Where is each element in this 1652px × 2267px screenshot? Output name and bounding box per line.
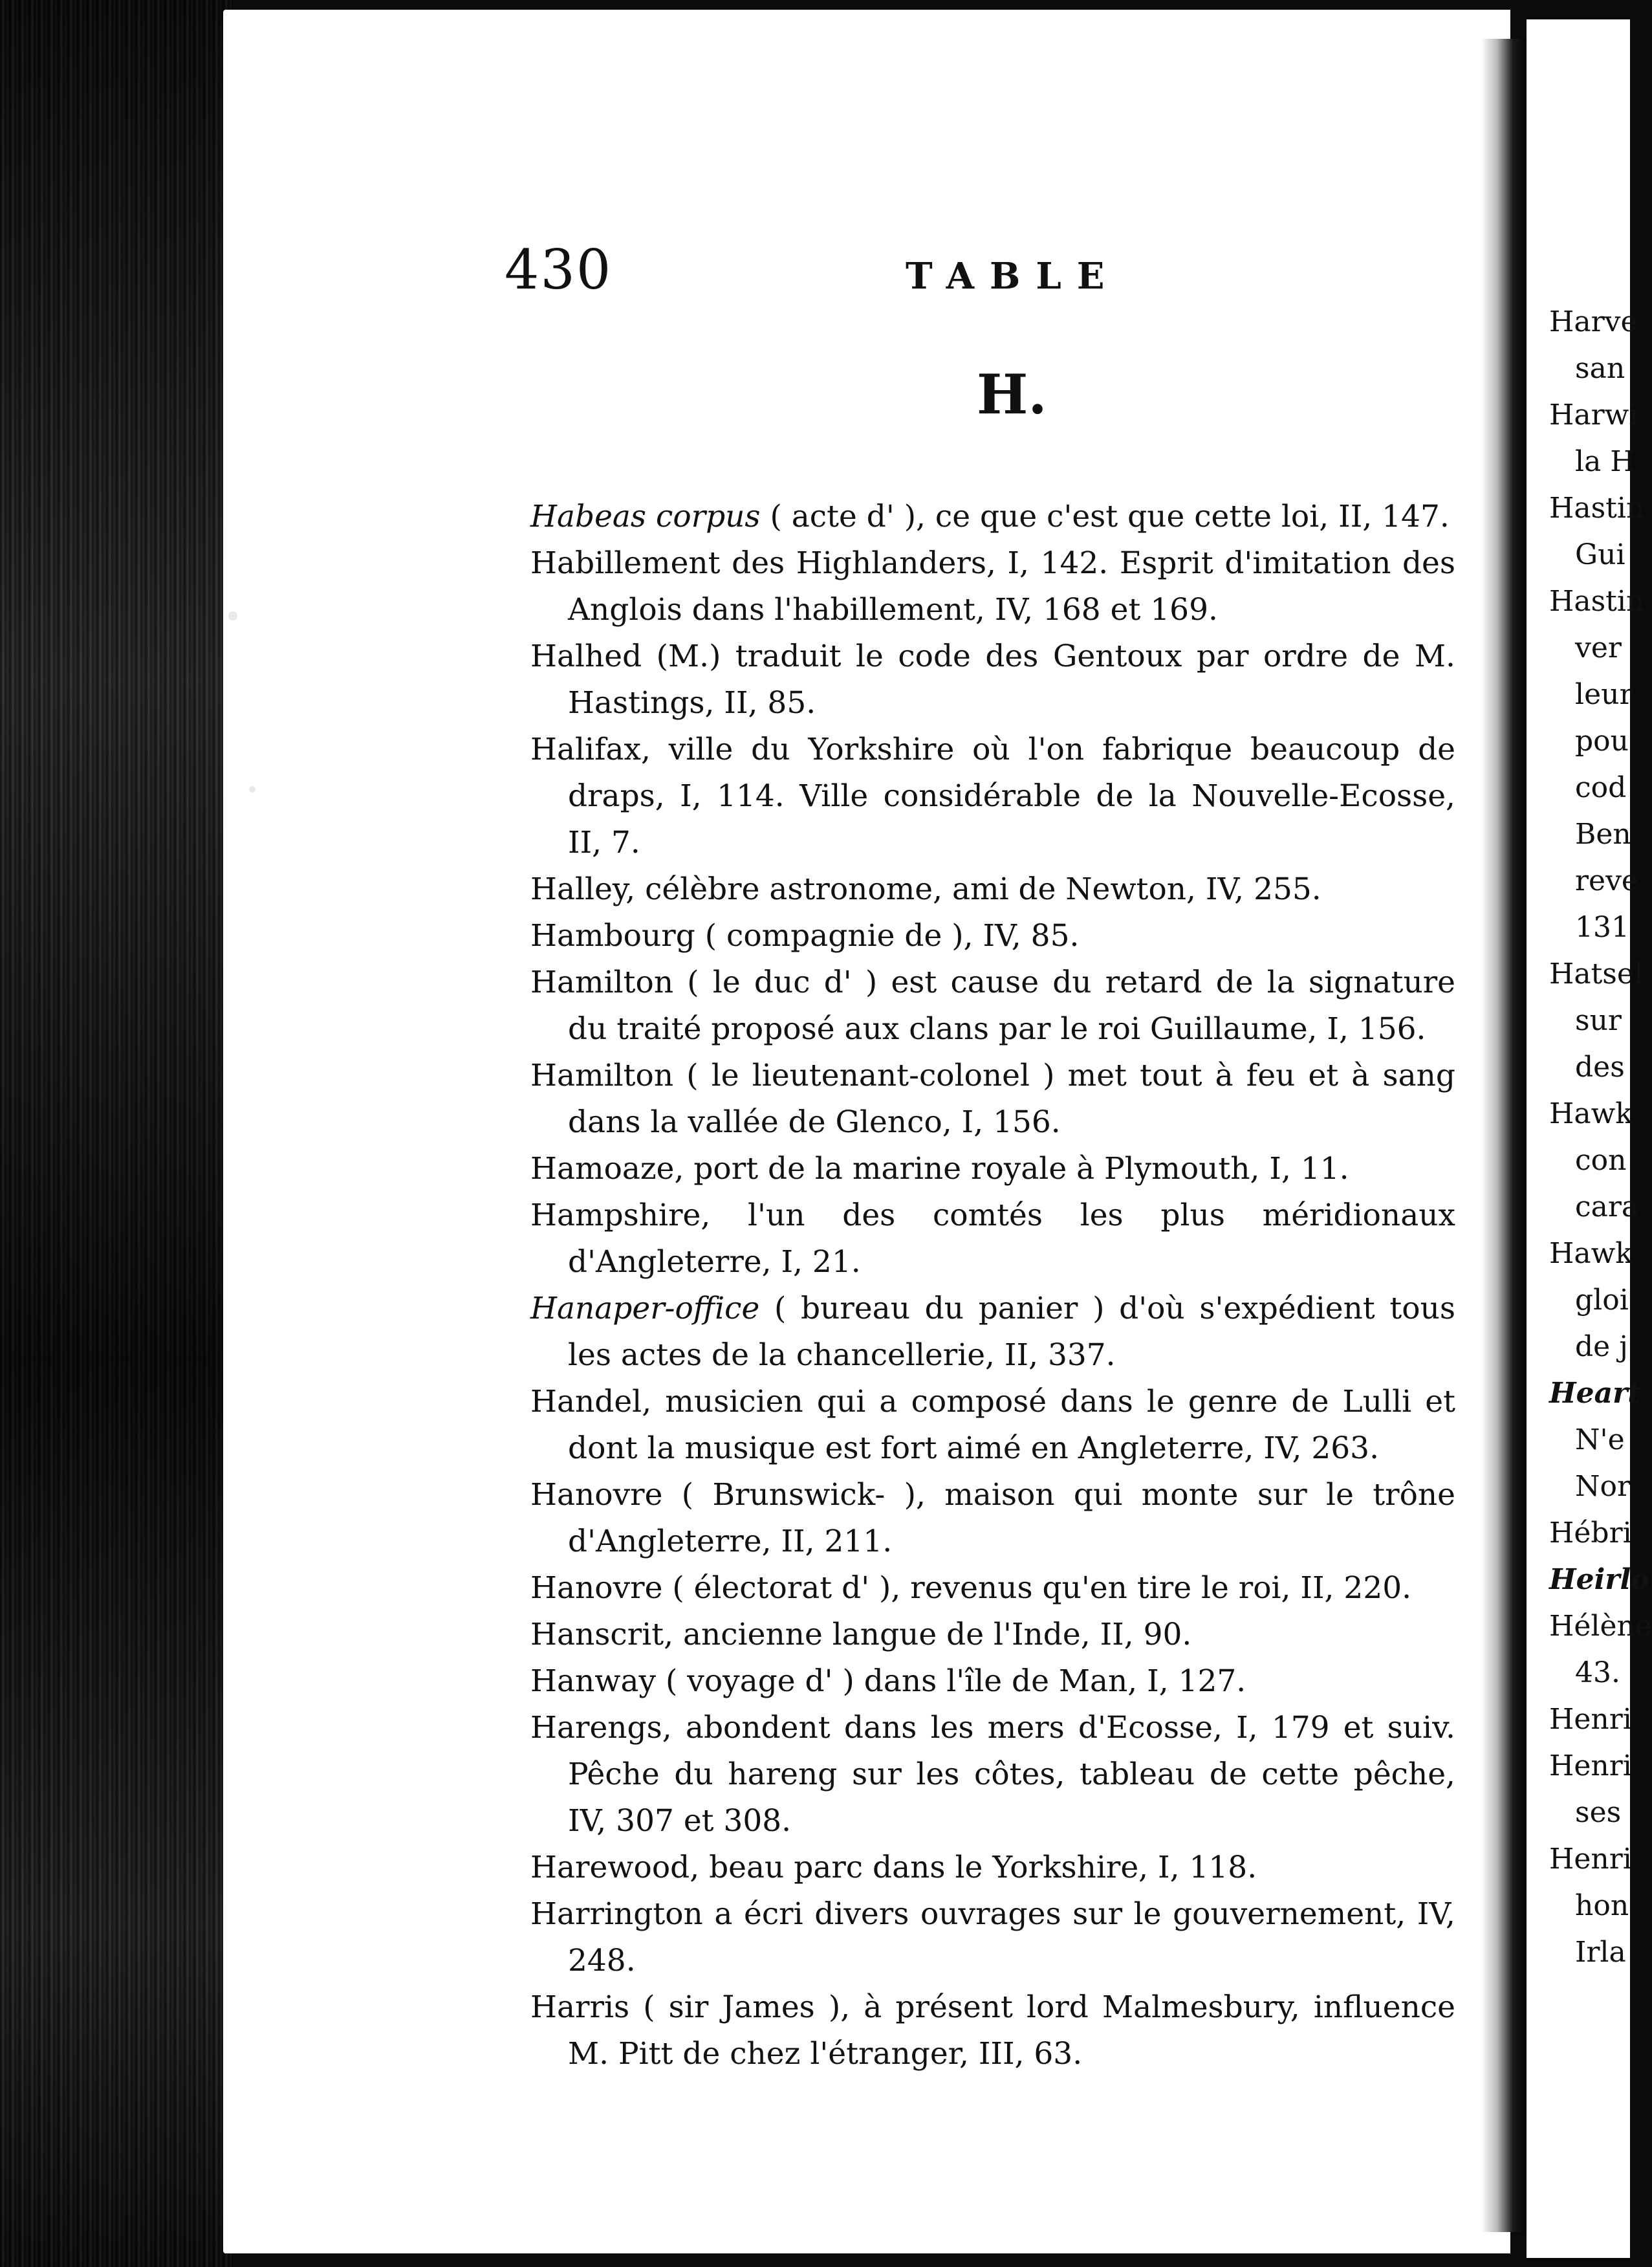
index-entry-text: Hamoaze, port de la marine royale à Plymouth, I, 11.: [530, 1151, 1349, 1187]
facing-page-line: Hatsel: [1549, 958, 1643, 991]
facing-page-line: Hastin: [1549, 492, 1645, 525]
index-entry-text: Harris ( sir James ), à présent lord Malmesbury, influence M. Pitt de chez l'étranger, III, 63.: [530, 1989, 1455, 2072]
facing-page-line: Hastin: [1549, 585, 1645, 618]
index-entry-text: ( acte d' ), ce que c'est que cette loi, II, 147.: [760, 499, 1450, 534]
index-entry: [530, 913, 1455, 959]
facing-page-line: 43.: [1575, 1656, 1620, 1689]
index-entry-text: Habillement des Highlanders, I, 142. Esprit d'imitation des Anglois dans l'habillement, IV, 168 et 169.: [530, 545, 1455, 628]
facing-page-line: Henri: [1549, 1703, 1632, 1736]
running-head: TABLE: [906, 255, 1120, 298]
facing-page-line: la H: [1575, 445, 1635, 478]
index-entry: [530, 1472, 1455, 1565]
facing-page-line: Hélène: [1549, 1610, 1652, 1643]
facing-page-line: ses: [1575, 1796, 1622, 1829]
index-entry: [530, 1286, 1455, 1379]
margin-speck: [228, 611, 237, 620]
facing-page-line: Harwi: [1549, 399, 1638, 432]
facing-page-line: con: [1575, 1144, 1627, 1177]
index-entry: [530, 1705, 1455, 1845]
facing-page-line: Harve: [1549, 305, 1638, 338]
facing-page-line: ver: [1575, 631, 1622, 664]
facing-page-line: Heart: [1549, 1377, 1641, 1410]
facing-page-line: N'e: [1575, 1423, 1625, 1456]
index-entry: [530, 633, 1455, 727]
facing-page-line: reve: [1575, 864, 1638, 897]
index-entry-text: Hamilton ( le lieutenant-colonel ) met tout à feu et à sang dans la vallée de Glenco, I, 156.: [530, 1058, 1455, 1140]
index-entry-text: ( bureau du panier ) d'où s'expédient tous les actes de la chancellerie, II, 337.: [568, 1291, 1455, 1373]
index-entry-text: Halley, célèbre astronome, ami de Newton, IV, 255.: [530, 871, 1321, 907]
facing-page-line: Hawk: [1549, 1237, 1633, 1270]
facing-page-line: pou: [1575, 725, 1629, 758]
page-number: 430: [505, 238, 613, 301]
index-entry-text: Hambourg ( compagnie de ), IV, 85.: [530, 918, 1080, 954]
facing-page-fragment: [1527, 19, 1652, 2258]
index-entry: [530, 1146, 1455, 1192]
facing-page-line: cara: [1575, 1190, 1639, 1223]
index-entry: [530, 1658, 1455, 1705]
index-entry: [530, 494, 1455, 540]
page-gutter-fold: [1481, 39, 1527, 2232]
facing-page-line: Hébri: [1549, 1517, 1632, 1550]
index-entry: [530, 1379, 1455, 1472]
facing-page-line: Hawk: [1549, 1097, 1633, 1130]
facing-page-line: Nor: [1575, 1470, 1631, 1503]
index-entry-term: Hanaper-office: [530, 1291, 760, 1326]
index-entry: [530, 1053, 1455, 1146]
index-entry-text: Hanovre ( Brunswick- ), maison qui monte sur le trône d'Angleterre, II, 211.: [530, 1477, 1455, 1559]
index-entry: [530, 1565, 1455, 1612]
facing-page-line: des: [1575, 1051, 1625, 1084]
index-entry: [530, 959, 1455, 1053]
index-entry-text: Harengs, abondent dans les mers d'Ecosse, I, 179 et suiv. Pêche du hareng sur les côtes, tableau de cette pêche, IV, 307 et 308.: [530, 1710, 1455, 1839]
facing-page-line: gloi: [1575, 1284, 1629, 1317]
index-entry: [530, 540, 1455, 633]
index-entry-text: Hampshire, l'un des comtés les plus méridionaux d'Angleterre, I, 21.: [530, 1198, 1455, 1280]
index-entry-text: Halhed (M.) traduit le code des Gentoux par ordre de M. Hastings, II, 85.: [530, 639, 1455, 721]
index-entry-text: Harewood, beau parc dans le Yorkshire, I, 118.: [530, 1850, 1257, 1885]
index-entry-text: Handel, musicien qui a composé dans le genre de Lulli et dont la musique est fort aimé en Angleterre, IV, 263.: [530, 1384, 1455, 1466]
index-entry: [530, 727, 1455, 866]
book-binding-edge: [0, 0, 233, 2267]
index-entry: [530, 1192, 1455, 1286]
index-entries: [530, 494, 1455, 2077]
facing-page-line: 131: [1575, 911, 1629, 944]
facing-page-line: cod: [1575, 771, 1627, 804]
facing-page-line: hon: [1575, 1889, 1629, 1922]
index-entry: [530, 1891, 1455, 1984]
index-entry-text: Hamilton ( le duc d' ) est cause du retard de la signature du traité proposé aux clans par le roi Guillaume, I, 156.: [530, 965, 1455, 1047]
index-entry-text: Harrington a écri divers ouvrages sur le gouvernement, IV, 248.: [530, 1896, 1455, 1978]
facing-page-line: Henri: [1549, 1843, 1632, 1876]
index-entry: [530, 866, 1455, 913]
index-entry: [530, 1845, 1455, 1891]
index-entry-text: Halifax, ville du Yorkshire où l'on fabrique beaucoup de draps, I, 114. Ville considérable de la Nouvelle-Ecosse, II, 7.: [530, 732, 1455, 860]
facing-page-line: sur: [1575, 1004, 1622, 1037]
facing-page-lines: [1549, 299, 1652, 1976]
index-entry-text: Hanovre ( électorat d' ), revenus qu'en tire le roi, II, 220.: [530, 1570, 1412, 1606]
facing-page-line: san: [1575, 352, 1625, 385]
facing-page-line: Heirlo: [1549, 1563, 1650, 1596]
facing-page-line: leur: [1575, 678, 1633, 711]
facing-page-line: Henri: [1549, 1749, 1632, 1782]
margin-speck: [249, 786, 255, 793]
section-letter: H.: [977, 362, 1047, 426]
index-entry-text: Hanscrit, ancienne langue de l'Inde, II, 90.: [530, 1617, 1192, 1652]
facing-page-line: de j: [1575, 1330, 1628, 1363]
facing-page-line: Irla: [1575, 1936, 1626, 1969]
index-entry-text: Hanway ( voyage d' ) dans l'île de Man, I, 127.: [530, 1663, 1246, 1699]
index-entry: [530, 1612, 1455, 1658]
facing-page-line: Ben: [1575, 818, 1631, 851]
facing-page-line: Gui: [1575, 538, 1625, 571]
index-entry-term: Habeas corpus: [530, 499, 761, 534]
index-entry: [530, 1984, 1455, 2077]
